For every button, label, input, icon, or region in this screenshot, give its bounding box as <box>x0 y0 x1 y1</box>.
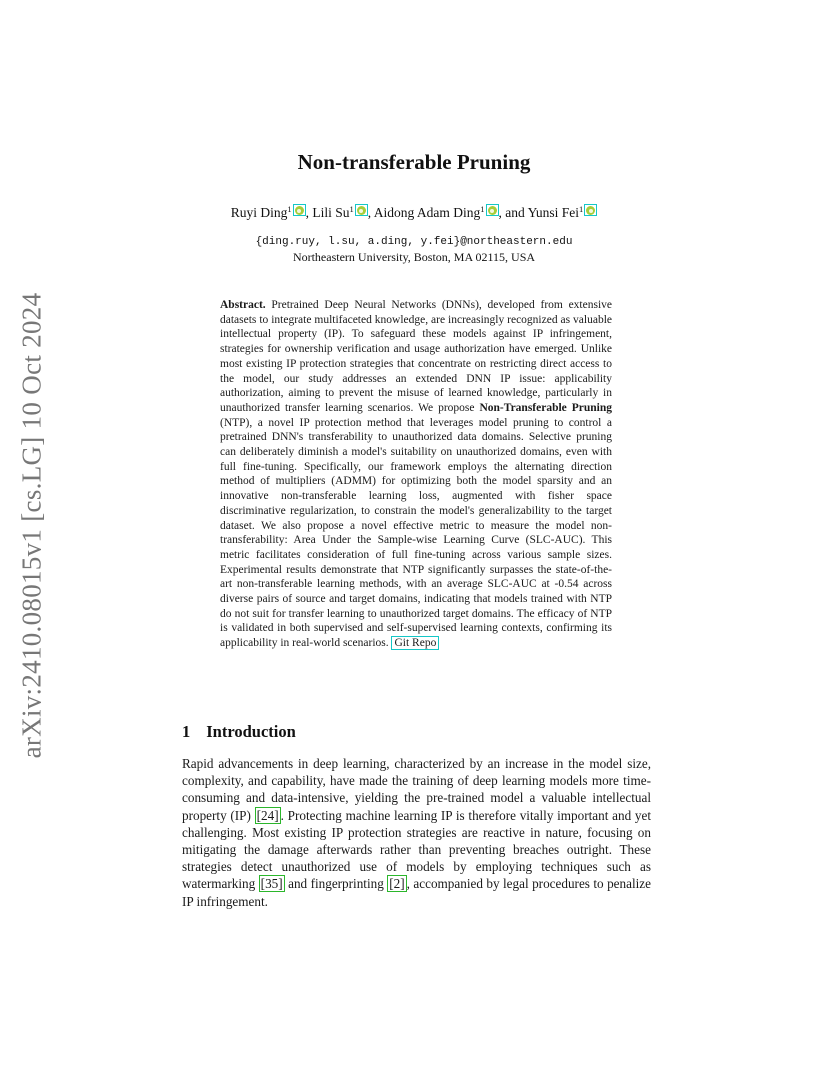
author-separator: , <box>305 205 313 220</box>
arxiv-identifier-stamp <box>0 290 64 760</box>
author-affiliation-mark: 1 <box>579 204 584 214</box>
author-affiliation-mark: 1 <box>287 204 292 214</box>
author-name: Yunsi Fei <box>527 205 580 220</box>
orcid-link[interactable] <box>584 204 597 216</box>
abstract-label: Abstract. <box>220 299 266 311</box>
git-repo-link[interactable]: Git Repo <box>391 636 439 650</box>
author-entry <box>528 205 598 220</box>
paper-title: Non-transferable Pruning <box>297 150 531 174</box>
author-list <box>0 204 828 221</box>
orcid-link[interactable] <box>293 204 306 216</box>
citation-link[interactable]: [2] <box>389 876 405 892</box>
intro-text: Rapid advancements in deep learning, characterized by an increase in the model size, complexity, and capability, have made the training of deep learning models more time-consuming and data-intensive, yielding the pre-trained model a valuable intellectual property (IP) <box>182 756 651 823</box>
section-number: 1 <box>182 722 191 741</box>
orcid-icon <box>295 206 304 215</box>
citation-link[interactable]: [24] <box>256 807 279 823</box>
author-entry <box>374 205 499 220</box>
section-heading-introduction <box>182 722 296 742</box>
orcid-icon <box>488 206 497 215</box>
intro-text: , accompanied by legal procedures to penalize IP infringement. <box>182 876 651 909</box>
orcid-link[interactable] <box>355 204 368 216</box>
abstract <box>220 298 612 651</box>
author-name: Lili Su <box>312 205 350 220</box>
author-name: Aidong Adam Ding <box>373 205 481 220</box>
author-affiliation: Northeastern University, Boston, MA 02115, USA <box>292 250 536 264</box>
citation-link[interactable]: [35] <box>260 876 283 892</box>
orcid-icon <box>586 206 595 215</box>
section-title: Introduction <box>206 722 296 741</box>
author-name: Ruyi Ding <box>230 205 288 220</box>
orcid-link[interactable] <box>486 204 499 216</box>
author-emails: {ding.ruy, l.su, a.ding, y.fei}@northeastern.edu <box>255 236 573 248</box>
intro-text: and fingerprinting <box>288 876 384 892</box>
arxiv-identifier-text: arXiv:2410.08015v1 [cs.LG] 10 Oct 2024 <box>16 292 47 758</box>
abstract-method-name: Non-Transferable Pruning <box>479 401 613 414</box>
abstract-text: (NTP), a novel IP protection method that leverages model pruning to control a pretrained DNN's transferability to unauthorized data domains. Selective pruning can deliberately diminish a model's suitability on unauthorized domains, even with full fine-tuning. Specifically, our framework employs the alternating direction method of multipliers (ADMM) for optimizing both the model sparsity and an innovative non-transferable learning loss, augmented with fisher space discriminative regularization, to constrain the model's generalizability to the target dataset. We also propose a novel effective metric to measure the model non-transferability: Area Under the Sample-wise Learning Curve (SLC-AUC). This metric facilitates consideration of full fine-tuning across various sample sizes. Experimental results demonstrate that NTP significantly surpasses the state-of-the-art non-transferable learning methods, with an average SLC-AUC at -0.54 across diverse pairs of source and target domains, indicating that models trained with NTP do not suit for transfer learning to unauthorized target domains. The efficacy of NTP is validated in both supervised and self-supervised learning contexts, confirming its applicability in real-world scenarios. <box>220 416 612 650</box>
author-entry <box>231 205 306 220</box>
author-separator: , and <box>498 205 528 220</box>
introduction-paragraph <box>182 755 651 910</box>
intro-text: . Protecting machine learning IP is therefore vitally important and yet challenging. Most existing IP protection strategies are reactive in nature, focusing on mitigating the damage afterwards rather than preventing breaches outright. These strategies detect unauthorized use of models by employing techniques such as watermarking <box>182 807 652 892</box>
author-separator: , <box>367 205 374 220</box>
orcid-icon <box>357 206 366 215</box>
author-affiliation-mark: 1 <box>480 204 485 214</box>
abstract-text: Pretrained Deep Neural Networks (DNNs), developed from extensive datasets to integrate multifaceted knowledge, are increasingly recognized as valuable intellectual property (IP). To safeguard these models against IP infringement, strategies for ownership verification and usage authorization have emerged. Unlike most existing IP protection strategies that concentrate on restricting direct access to the model, our study addresses an extended DNN IP issue: applicability authorization, aiming to prevent the misuse of learned knowledge, particularly in unauthorized transfer learning scenarios. We propose <box>220 299 612 414</box>
author-entry <box>312 205 367 220</box>
author-affiliation-mark: 1 <box>349 204 354 214</box>
